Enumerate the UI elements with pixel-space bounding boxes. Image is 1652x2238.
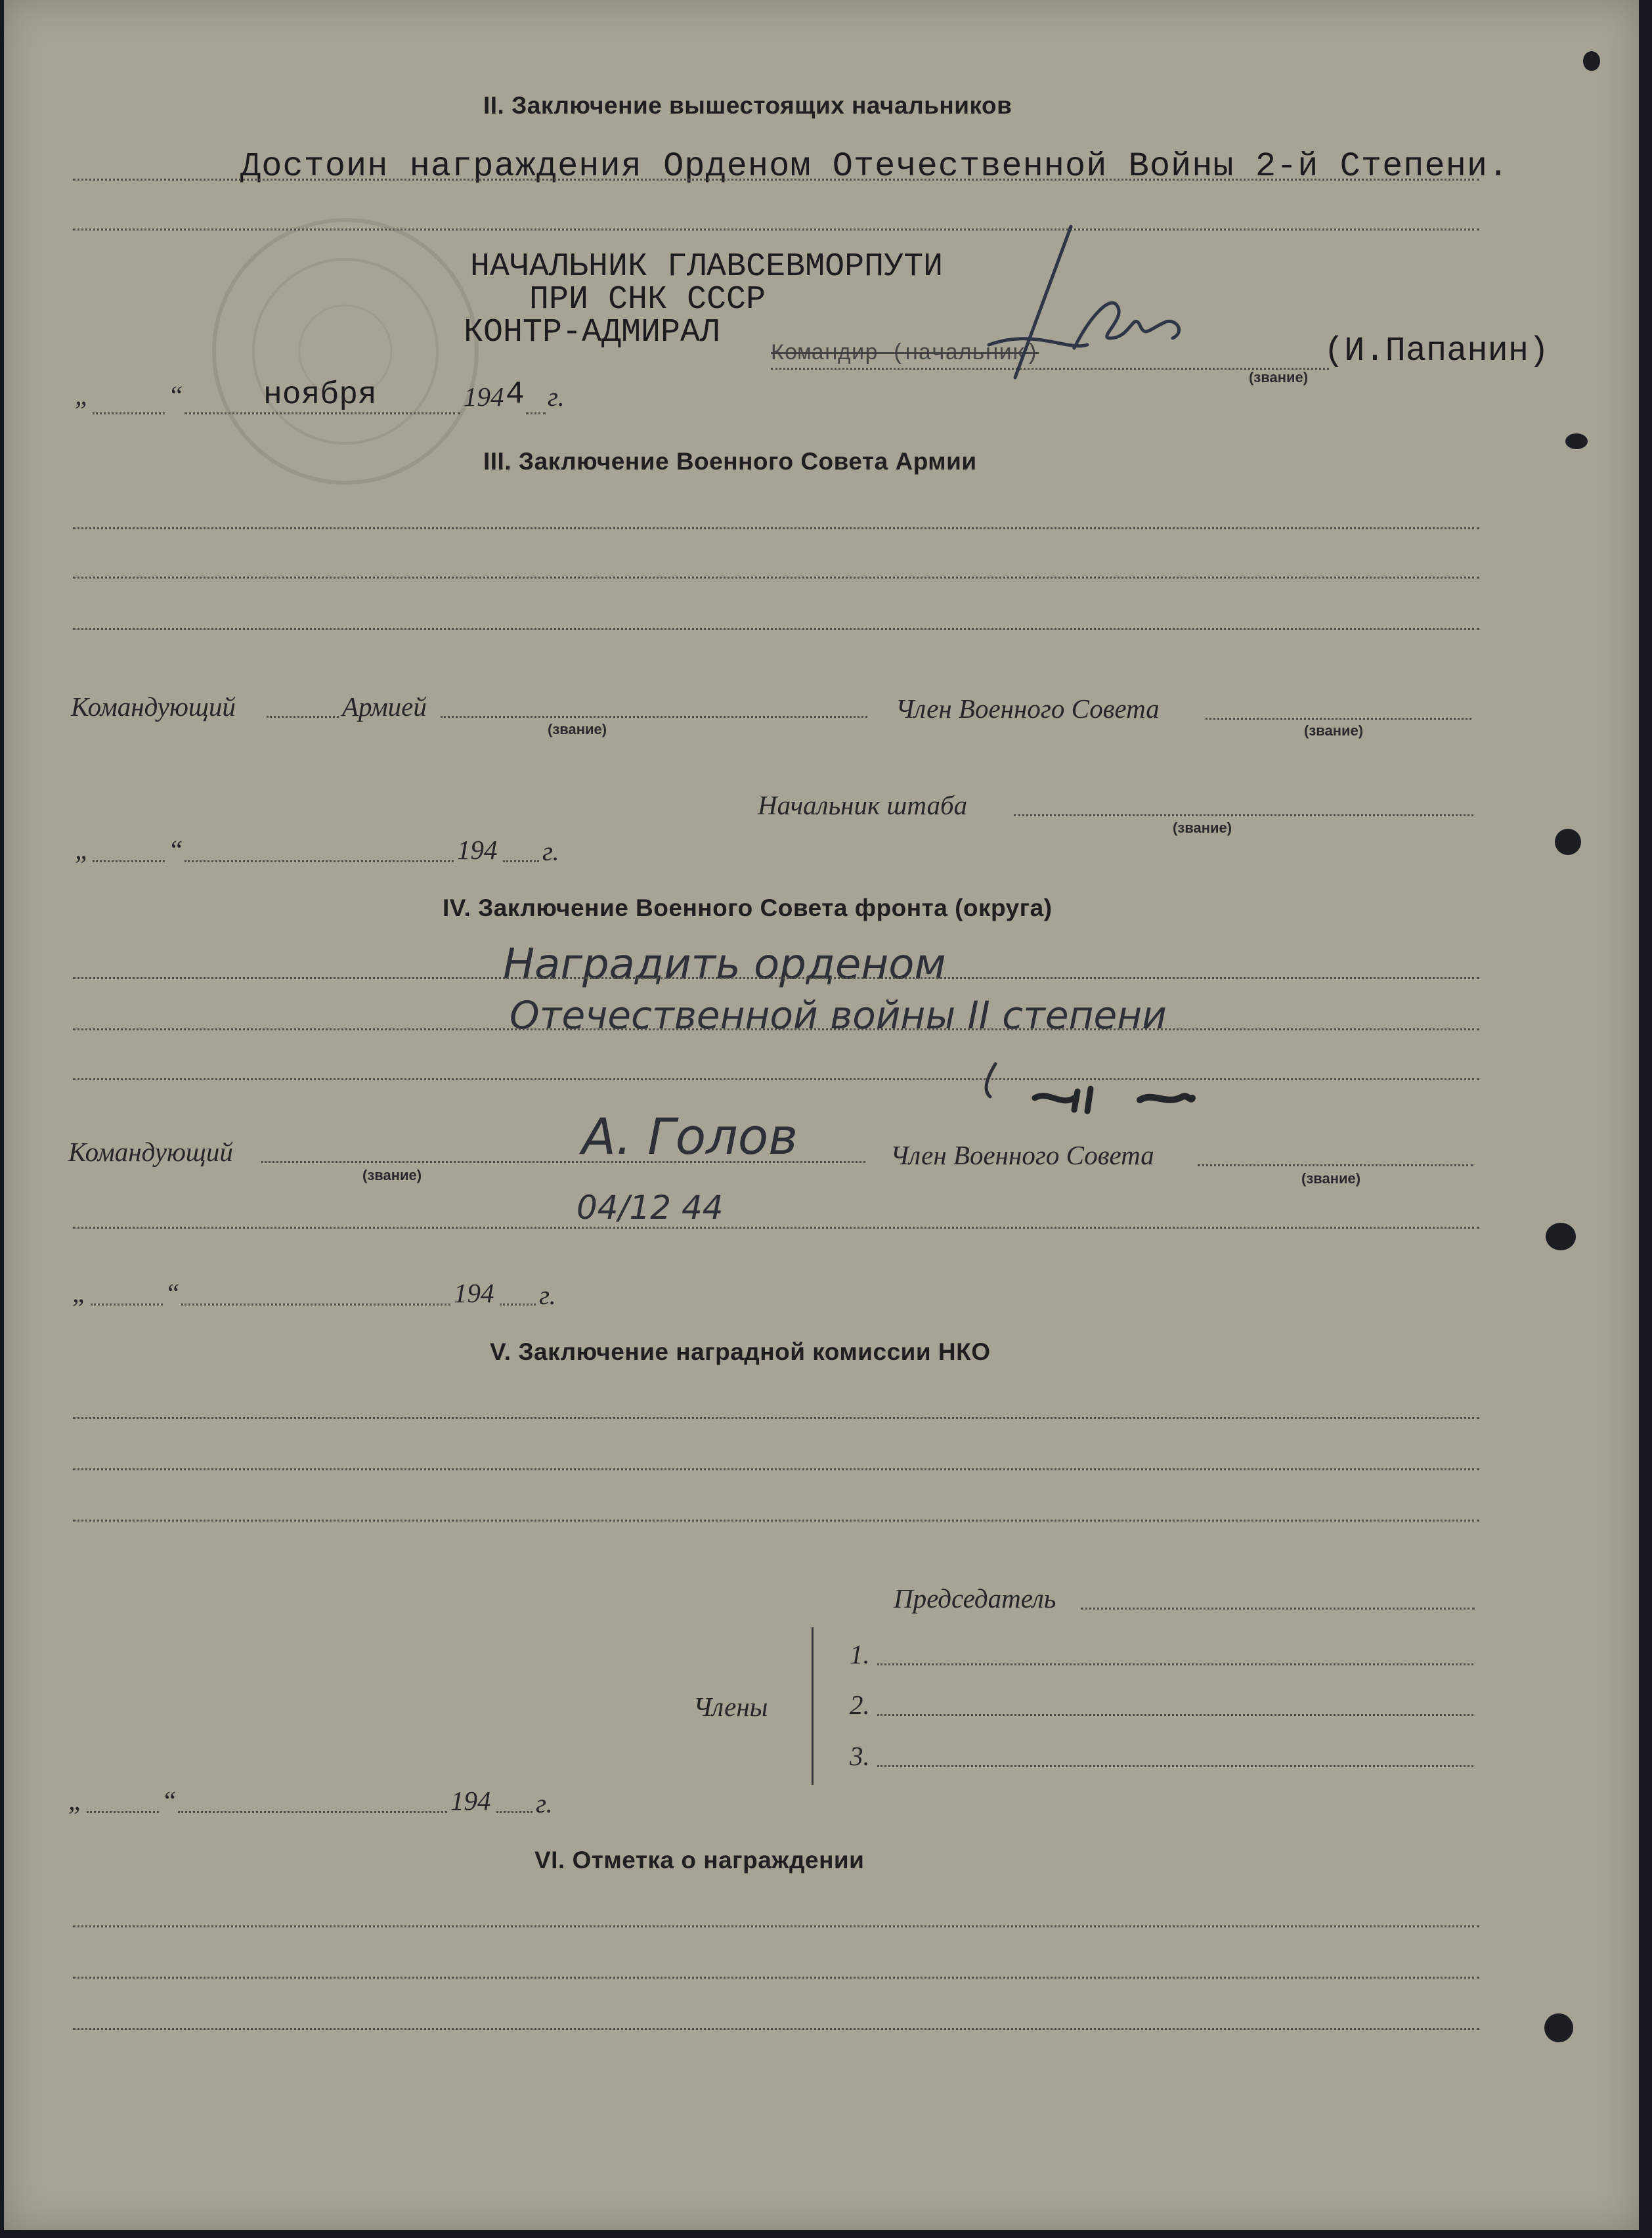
section-4-title: IV. Заключение Военного Совета фронта (округа) <box>443 894 1053 921</box>
section-3-title: III. Заключение Военного Совета Армии <box>483 448 977 475</box>
date-year-suffix: г. <box>548 382 565 412</box>
dotted-line <box>73 1925 1479 1927</box>
dotted-line <box>526 412 546 414</box>
zvanie-label: (звание) <box>1173 820 1232 836</box>
member-label: Член Военного Совета <box>890 1140 1154 1170</box>
dotted-line <box>73 1417 1479 1419</box>
dotted-line <box>73 1227 1479 1229</box>
members-bracket <box>812 1627 814 1785</box>
section-6-title: VI. Отметка о награждении <box>534 1847 865 1874</box>
dotted-line <box>93 860 165 862</box>
struck-commander-label: Командир (начальник) <box>771 341 1039 366</box>
rank-line-2: ПРИ СНК СССР <box>529 281 766 318</box>
rank-line-3: КОНТР-АДМИРАЛ <box>464 314 720 351</box>
dotted-line <box>1014 814 1473 816</box>
dotted-line <box>185 412 460 414</box>
handwritten-initials: А. Голов <box>582 1107 798 1166</box>
faded-stamp-seal <box>201 207 490 496</box>
dotted-line <box>178 1811 447 1813</box>
commander-label: Командующий <box>68 1137 233 1167</box>
members-label: Члены <box>693 1692 768 1722</box>
dotted-line <box>73 1977 1479 1979</box>
dotted-line <box>93 412 165 414</box>
dotted-line <box>73 1520 1479 1522</box>
date-year-digit: 4 <box>506 377 525 412</box>
date-quote-close: “ <box>162 1786 177 1816</box>
section-2-conclusion: Достоин награждения Орденом Отечественной Войны 2-й Степени. <box>240 147 1510 186</box>
zvanie-label: (звание) <box>1301 1170 1361 1187</box>
member-1-label: 1. <box>850 1639 870 1669</box>
date-year: 194 <box>454 1278 494 1308</box>
binding-hole <box>1546 1223 1576 1250</box>
date-quote-close: “ <box>168 380 183 410</box>
member-label: Член Военного Совета <box>896 693 1160 724</box>
chairman-label: Председатель <box>894 1583 1056 1613</box>
dotted-line <box>877 1714 1473 1716</box>
ink-marks <box>903 1051 1245 1130</box>
dotted-line <box>1198 1164 1473 1166</box>
signature-papanin <box>976 197 1199 394</box>
army-label: Армией <box>342 691 427 722</box>
signer-name: (И.Папанин) <box>1324 332 1550 370</box>
section-5-title: V. Заключение наградной комиссии НКО <box>490 1338 991 1365</box>
dotted-line <box>73 977 1479 979</box>
dotted-line <box>73 229 1479 230</box>
zvanie-label: (звание) <box>1249 369 1309 385</box>
dotted-line <box>73 628 1479 630</box>
dotted-line <box>496 1811 533 1813</box>
section-2-title: II. Заключение вышестоящих начальников <box>483 92 1012 119</box>
dotted-line <box>441 716 867 718</box>
date-year: 194 <box>450 1786 491 1816</box>
dotted-line <box>181 1304 450 1306</box>
rank-line-1: НАЧАЛЬНИК ГЛАВСЕВМОРПУТИ <box>470 248 944 286</box>
handwritten-line-2: Отечественной войны II степени <box>510 993 1167 1038</box>
dotted-line <box>503 860 539 862</box>
date-year-suffix: г. <box>542 836 559 866</box>
handwritten-line-1: Наградить орденом <box>503 940 946 989</box>
date-year-suffix: г. <box>539 1280 556 1310</box>
member-3-label: 3. <box>850 1741 870 1771</box>
date-quote-open: „ <box>72 1278 87 1308</box>
dotted-line <box>91 1304 163 1306</box>
dotted-line <box>73 2028 1479 2030</box>
dotted-line <box>1206 718 1471 720</box>
member-2-label: 2. <box>850 1690 870 1720</box>
dotted-line <box>73 577 1479 579</box>
zvanie-label: (звание) <box>1304 722 1364 739</box>
binding-hole <box>1544 2013 1573 2042</box>
zvanie-label: (звание) <box>362 1167 422 1183</box>
dotted-line <box>73 527 1479 529</box>
date-year-prefix: 194 <box>464 382 504 412</box>
dotted-line <box>87 1811 159 1813</box>
award-sheet <box>4 0 1639 2230</box>
chief-of-staff-label: Начальник штаба <box>758 790 968 820</box>
handwritten-date: 04/12 44 <box>576 1189 724 1227</box>
dotted-line <box>185 860 454 862</box>
date-year: 194 <box>457 835 498 865</box>
dotted-line <box>1081 1608 1475 1610</box>
binding-hole <box>1555 829 1581 855</box>
binding-hole <box>1583 51 1600 71</box>
dotted-line <box>877 1765 1473 1767</box>
dotted-line <box>73 1028 1479 1030</box>
date-quote-open: „ <box>68 1786 83 1816</box>
dotted-line <box>73 179 1479 181</box>
date-quote-close: “ <box>165 1278 180 1308</box>
dotted-line <box>500 1304 536 1306</box>
dotted-line <box>73 1078 1479 1080</box>
dotted-line <box>267 716 339 718</box>
dotted-line <box>877 1663 1473 1665</box>
date-quote-open: „ <box>75 835 90 865</box>
date-year-suffix: г. <box>536 1788 553 1818</box>
zvanie-label: (звание) <box>548 721 607 737</box>
commander-label: Командующий <box>71 691 236 722</box>
date-quote-close: “ <box>168 835 183 865</box>
date-quote-open: „ <box>75 380 90 410</box>
date-month: ноября <box>263 378 377 413</box>
binding-hole <box>1565 433 1588 449</box>
dotted-line <box>73 1468 1479 1470</box>
